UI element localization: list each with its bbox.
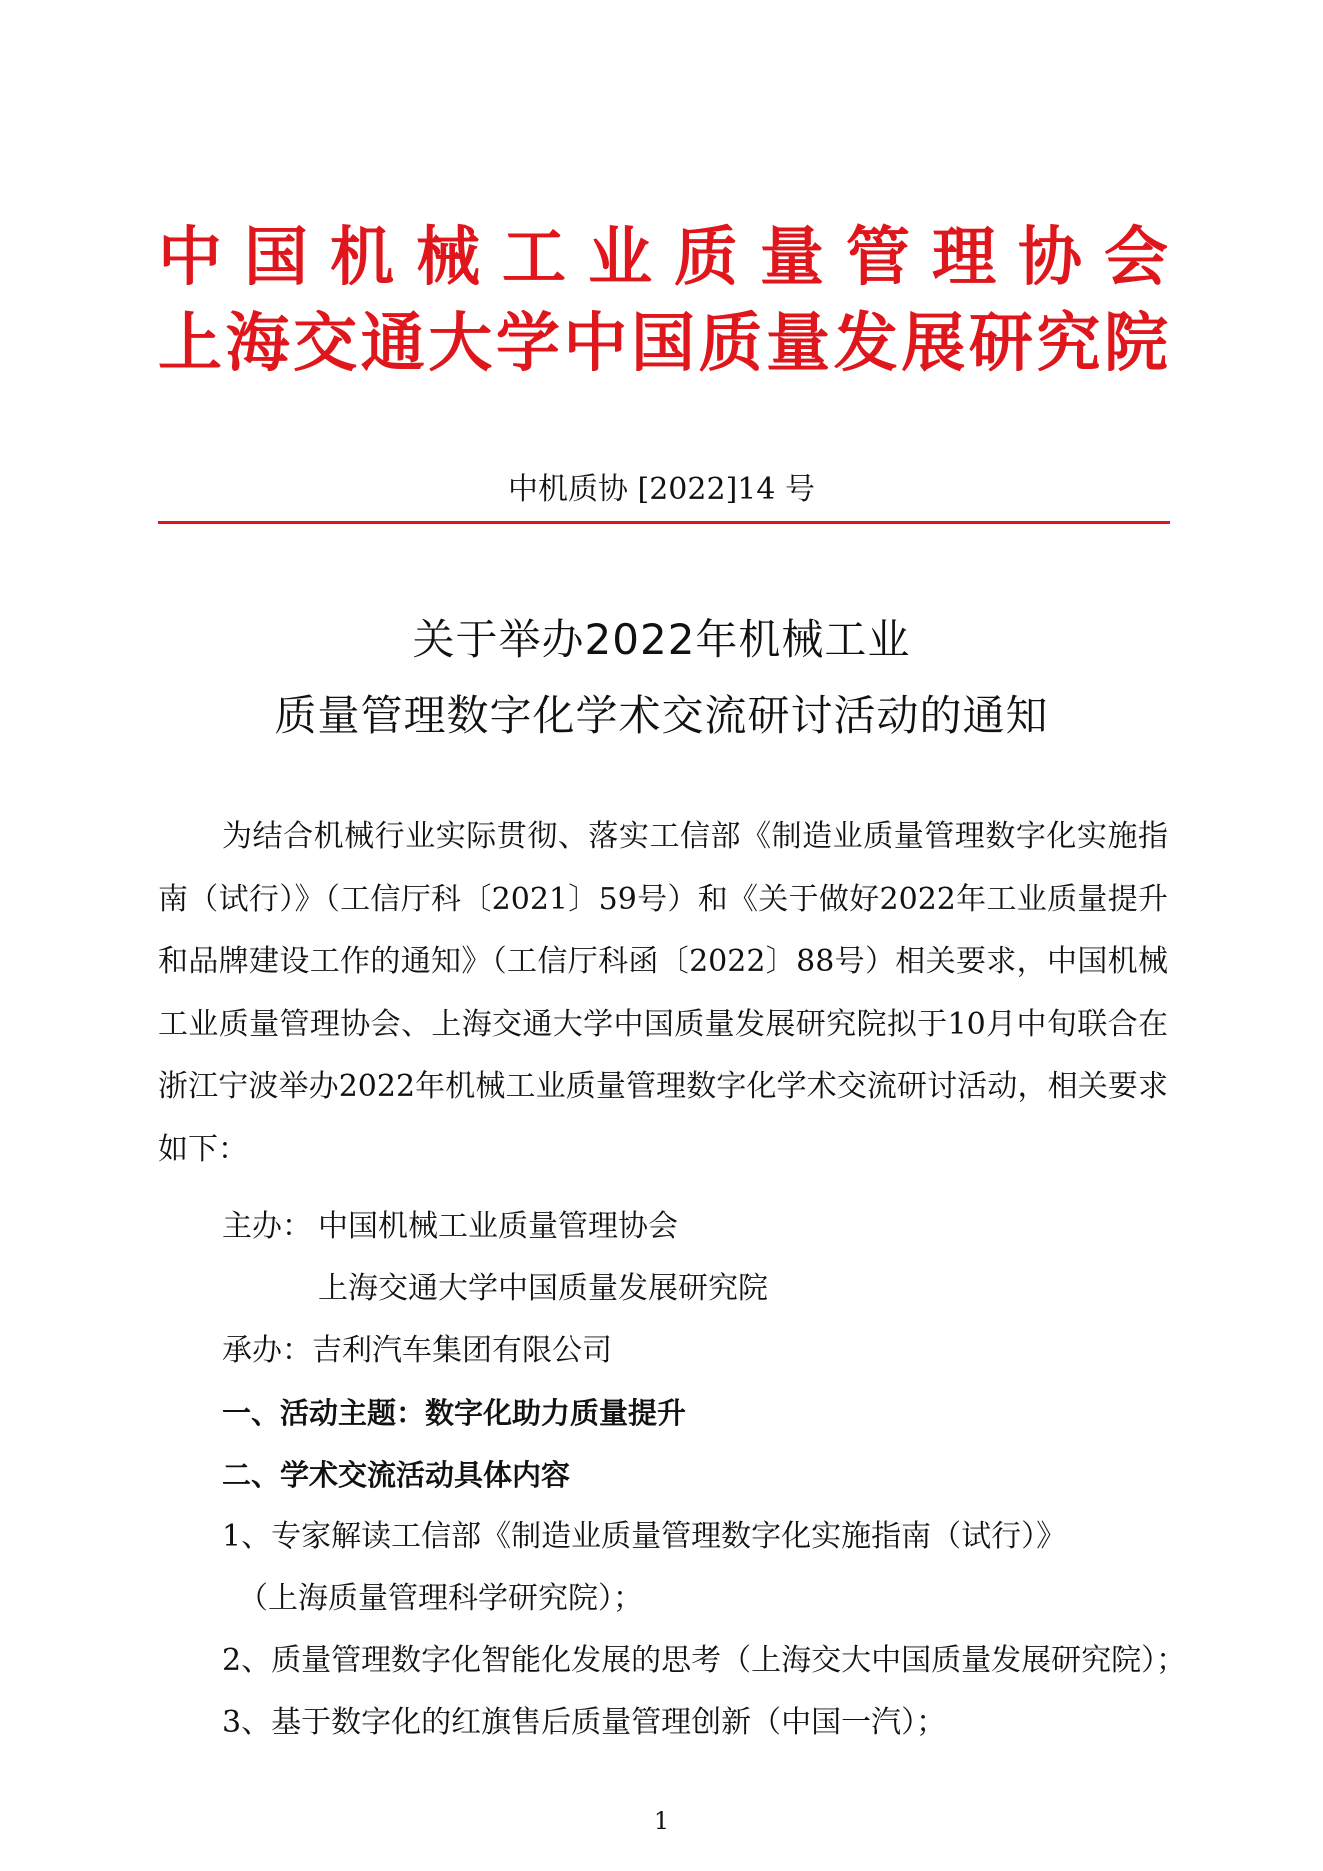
content-item-3: 3、基于数字化的红旗售后质量管理创新（中国一汽）； xyxy=(222,1705,947,1740)
document-number: 中机质协 [2022]14 号 xyxy=(507,472,815,507)
issuer-org-1: 中国机械工业质量管理协会 xyxy=(158,220,1168,295)
host-org-1: 中国机械工业质量管理协会 xyxy=(318,1209,678,1244)
content-item-1-source: （上海质量管理科学研究院）； xyxy=(238,1581,643,1616)
red-divider xyxy=(158,521,1170,524)
page-number: 1 xyxy=(653,1807,670,1835)
notice-title-line-1: 关于举办2022年机械工业 xyxy=(412,615,911,664)
content-item-1: 1、专家解读工信部《制造业质量管理数字化实施指南（试行）》 xyxy=(222,1519,1067,1554)
host-org-2: 上海交通大学中国质量发展研究院 xyxy=(318,1271,768,1306)
intro-paragraph: 为结合机械行业实际贯彻、落实工信部《制造业质量管理数字化实施指南（试行）》（工信厅科〔2021〕59号）和《关于做好2022年工业质量提升和品牌建设工作的通知》（工信厅科函〔2022〕88号）相关要求，中国机械工业质量管理协会、上海交通大学中国质量发展研究院拟于10月中旬联合在浙江宁波举办2022年机械工业质量管理数字化学术交流研讨活动，相关要求如下： xyxy=(158,819,1168,1167)
section-heading-1: 一、活动主题：数字化助力质量提升 xyxy=(222,1396,687,1430)
content-item-2: 2、质量管理数字化智能化发展的思考（上海交大中国质量发展研究院）； xyxy=(222,1643,1187,1678)
issuer-org-2: 上海交通大学中国质量发展研究院 xyxy=(158,306,1168,381)
host-label: 主办： xyxy=(222,1209,312,1244)
notice-title-line-2: 质量管理数字化学术交流研讨活动的通知 xyxy=(274,691,1049,740)
section-heading-2: 二、学术交流活动具体内容 xyxy=(222,1458,571,1492)
undertaker: 承办：吉利汽车集团有限公司 xyxy=(222,1333,612,1368)
